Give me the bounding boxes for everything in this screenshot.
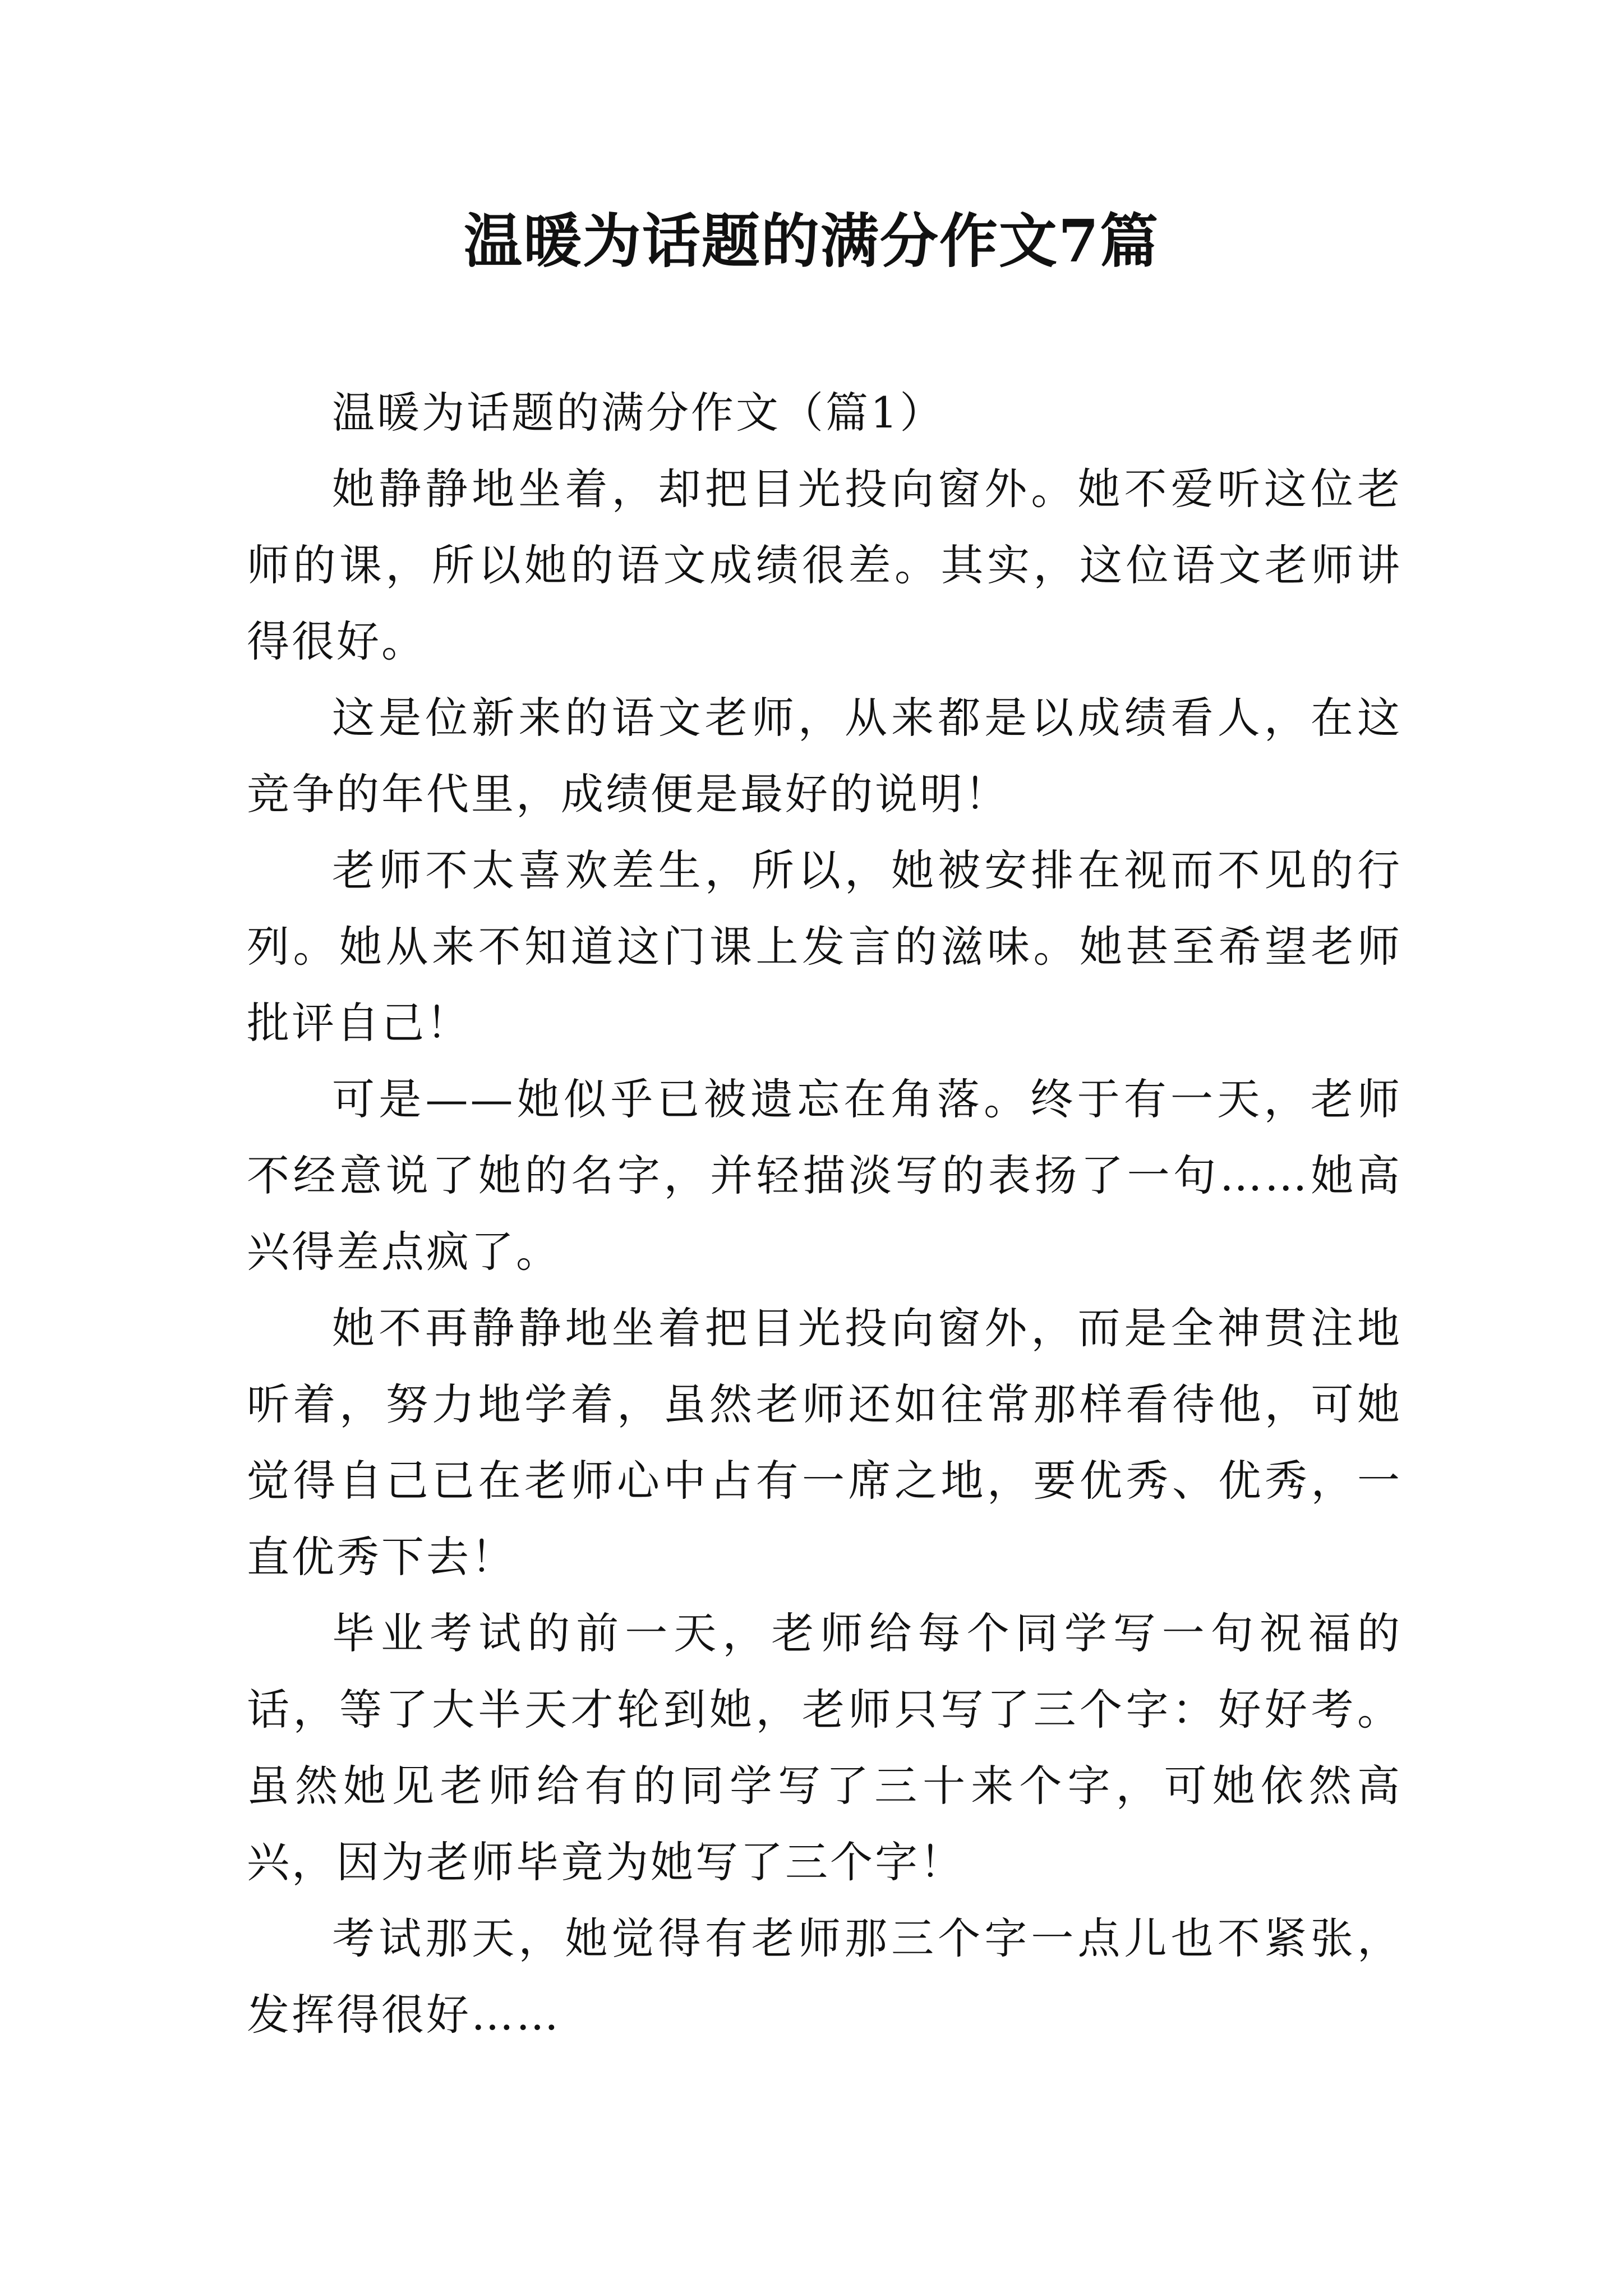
- paragraph: 这是位新来的语文老师，从来都是以成绩看人，在这竞争的年代里，成绩便是最好的说明！: [247, 693, 1402, 819]
- paragraph: 可是——她似乎已被遗忘在角落。终于有一天，老师不经意说了她的名字，并轻描淡写的表扬了一句……她高兴得差点疯了。: [247, 1074, 1402, 1277]
- paragraph: 毕业考试的前一天，老师给每个同学写一句祝福的话，等了大半天才轮到她，老师只写了三个字：好好考。虽然她见老师给有的同学写了三十来个字，可她依然高兴，因为老师毕竟为她写了三个字！: [247, 1608, 1402, 1887]
- paragraph: 她不再静静地坐着把目光投向窗外，而是全神贯注地听着，努力地学着，虽然老师还如往常那样看待他，可她觉得自己已在老师心中占有一席之地，要优秀、优秀，一直优秀下去！: [247, 1303, 1402, 1582]
- paragraph: 考试那天，她觉得有老师那三个字一点儿也不紧张，发挥得很好……: [247, 1913, 1402, 2040]
- paragraph: 她静静地坐着，却把目光投向窗外。她不爱听这位老师的课，所以她的语文成绩很差。其实，这位语文老师讲得很好。: [247, 464, 1402, 666]
- document-title: 温暖为话题的满分作文7篇: [463, 206, 1160, 275]
- section-heading: 温暖为话题的满分作文（篇1）: [332, 388, 945, 438]
- document-body: [247, 375, 1402, 2053]
- paragraph: 老师不太喜欢差生，所以，她被安排在视而不见的行列。她从来不知道这门课上发言的滋味。她甚至希望老师批评自己！: [247, 845, 1402, 1048]
